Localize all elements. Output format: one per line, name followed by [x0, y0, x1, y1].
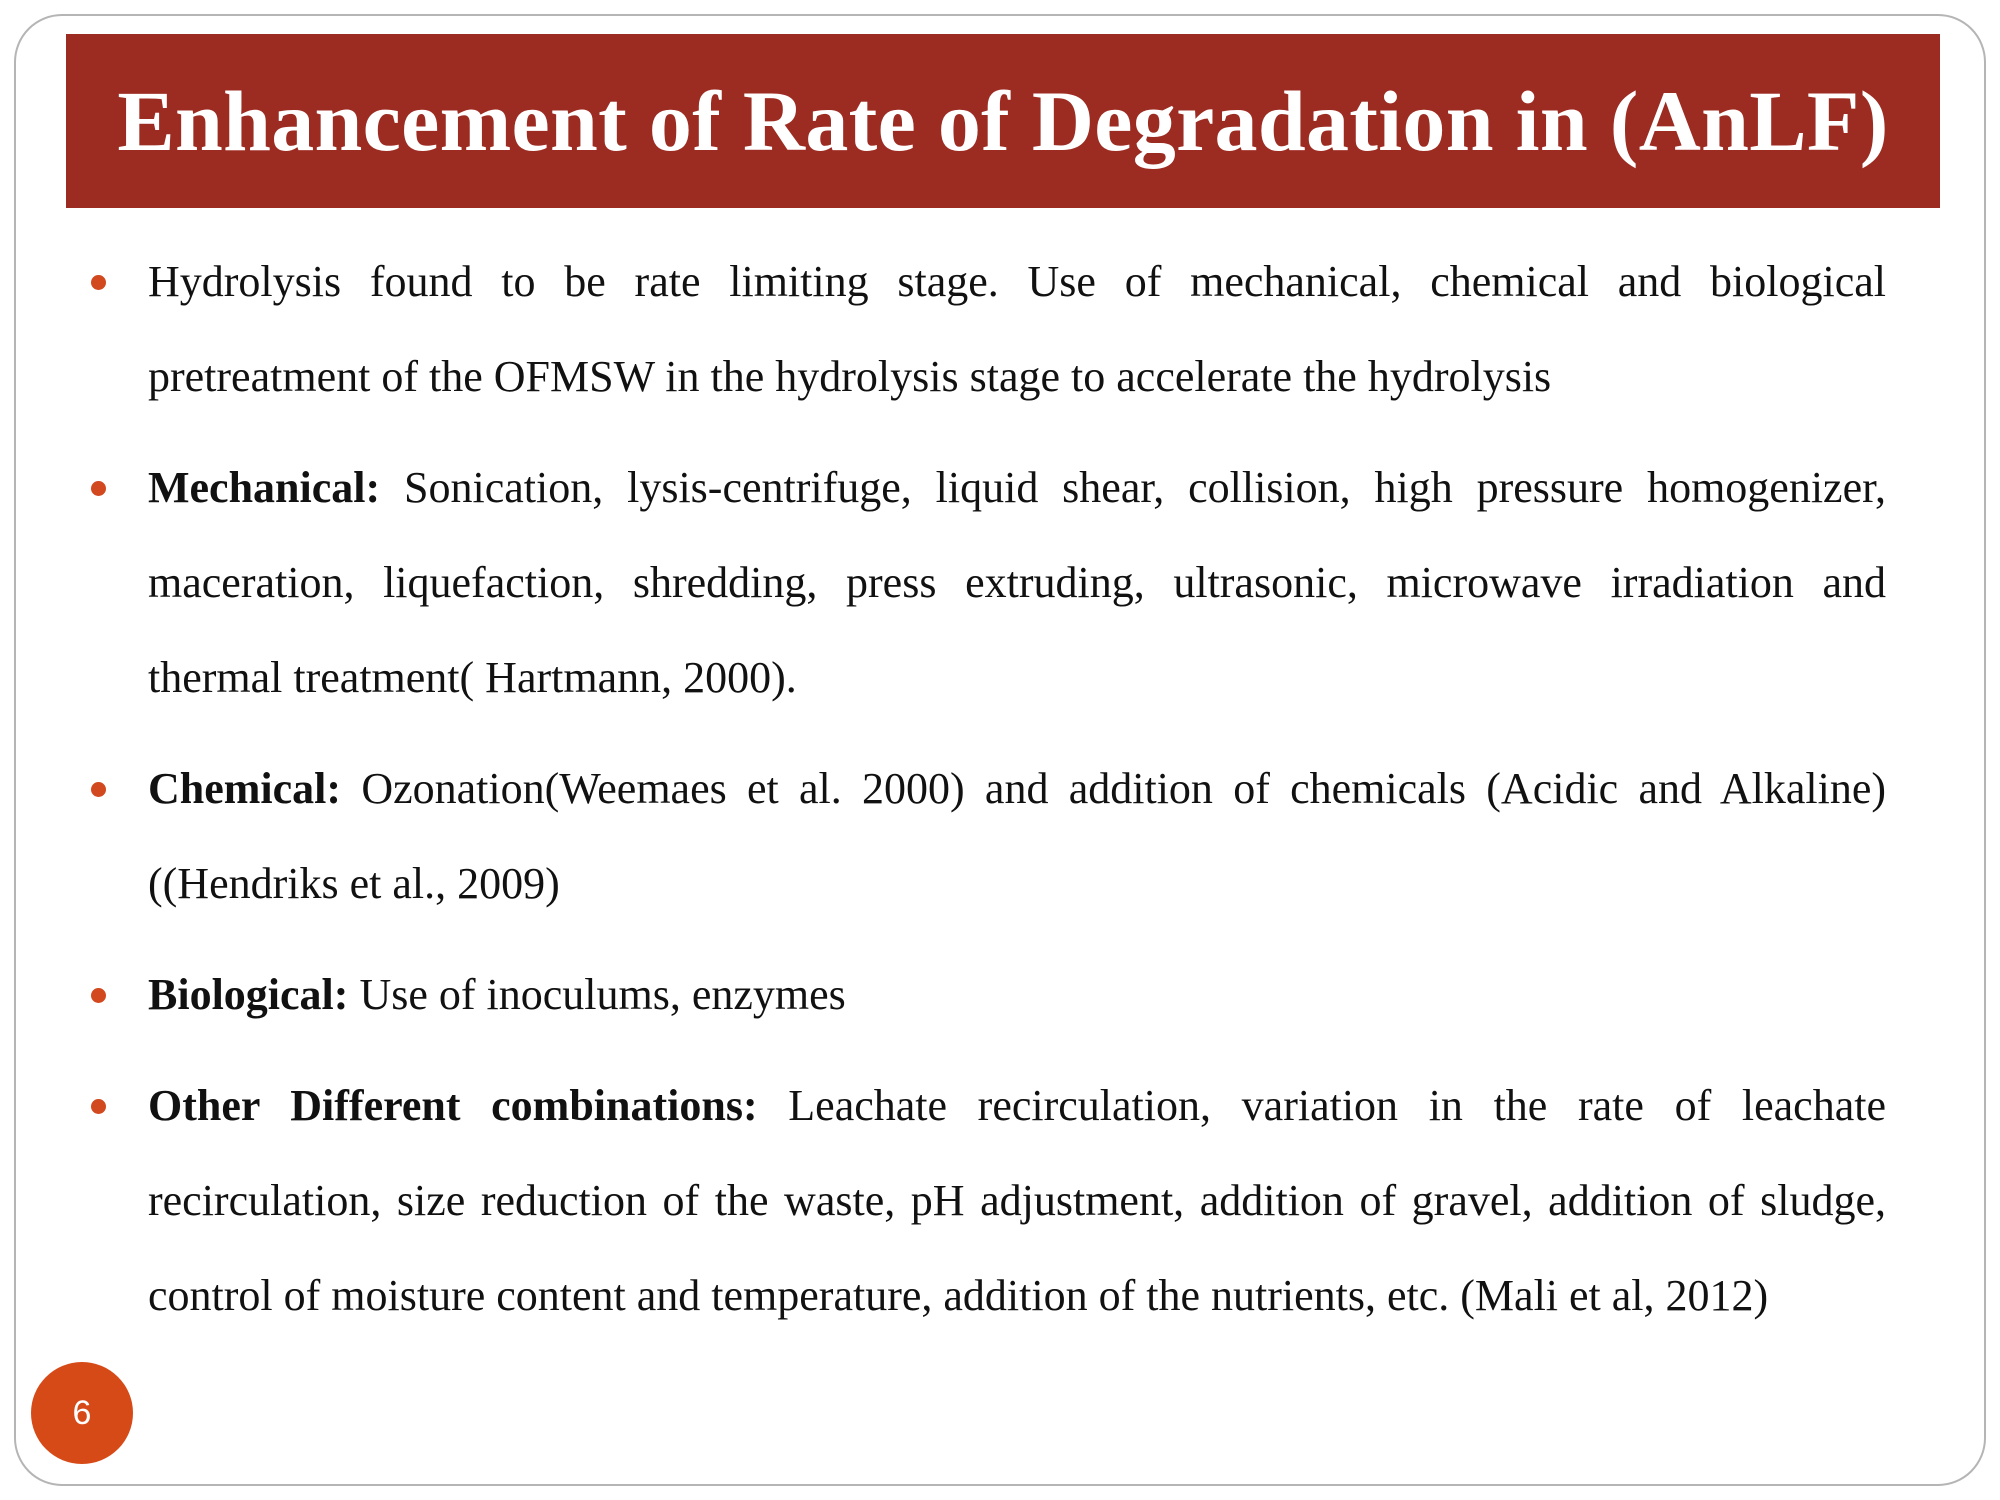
page-number: 6 [72, 1393, 92, 1432]
bullet-item-hydrolysis [148, 234, 1886, 424]
bullet-dot-icon [91, 782, 106, 797]
bullet-item-chemical [148, 741, 1886, 931]
bullet-item-mechanical [148, 440, 1886, 725]
bullet-text: Use of inoculums, enzymes [348, 970, 846, 1019]
bullet-text: Sonication, lysis-centrifuge, liquid shear, collision, high pressure homogenizer, maceration, liquefaction, shredding, press extruding, ultrasonic, microwave irradiation and thermal treatment( Hartmann, 2000). [148, 463, 1886, 702]
bullet-dot-icon [91, 481, 106, 496]
title-bar [66, 34, 1940, 208]
bullet-label: Chemical: [148, 764, 342, 813]
slide-content [148, 234, 1886, 1359]
bullet-label: Mechanical: [148, 463, 381, 512]
bullet-text: Ozonation(Weemaes et al. 2000) and addition of chemicals (Acidic and Alkaline) ((Hendriks et al., 2009) [148, 764, 1886, 908]
bullet-text: Hydrolysis found to be rate limiting stage. Use of mechanical, chemical and biological pretreatment of the OFMSW in the hydrolysis stage to accelerate the hydrolysis [148, 257, 1886, 401]
slide-title: Enhancement of Rate of Degradation in (AnLF) [117, 73, 1889, 169]
bullet-item-other-combinations [148, 1058, 1886, 1343]
bullet-item-biological [148, 947, 1886, 1042]
bullet-dot-icon [91, 988, 106, 1003]
bullet-label: Other Different combinations: [148, 1081, 758, 1130]
page-number-badge [31, 1362, 133, 1464]
bullet-list [148, 234, 1886, 1343]
bullet-dot-icon [91, 275, 106, 290]
bullet-text: Leachate recirculation, variation in the rate of leachate recirculation, size reduction of the waste, pH adjustment, addition of gravel, addition of sludge, control of moisture content and temperature, addition of the nutrients, etc. (Mali et al, 2012) [148, 1081, 1886, 1320]
bullet-label: Biological: [148, 970, 349, 1019]
bullet-dot-icon [91, 1099, 106, 1114]
